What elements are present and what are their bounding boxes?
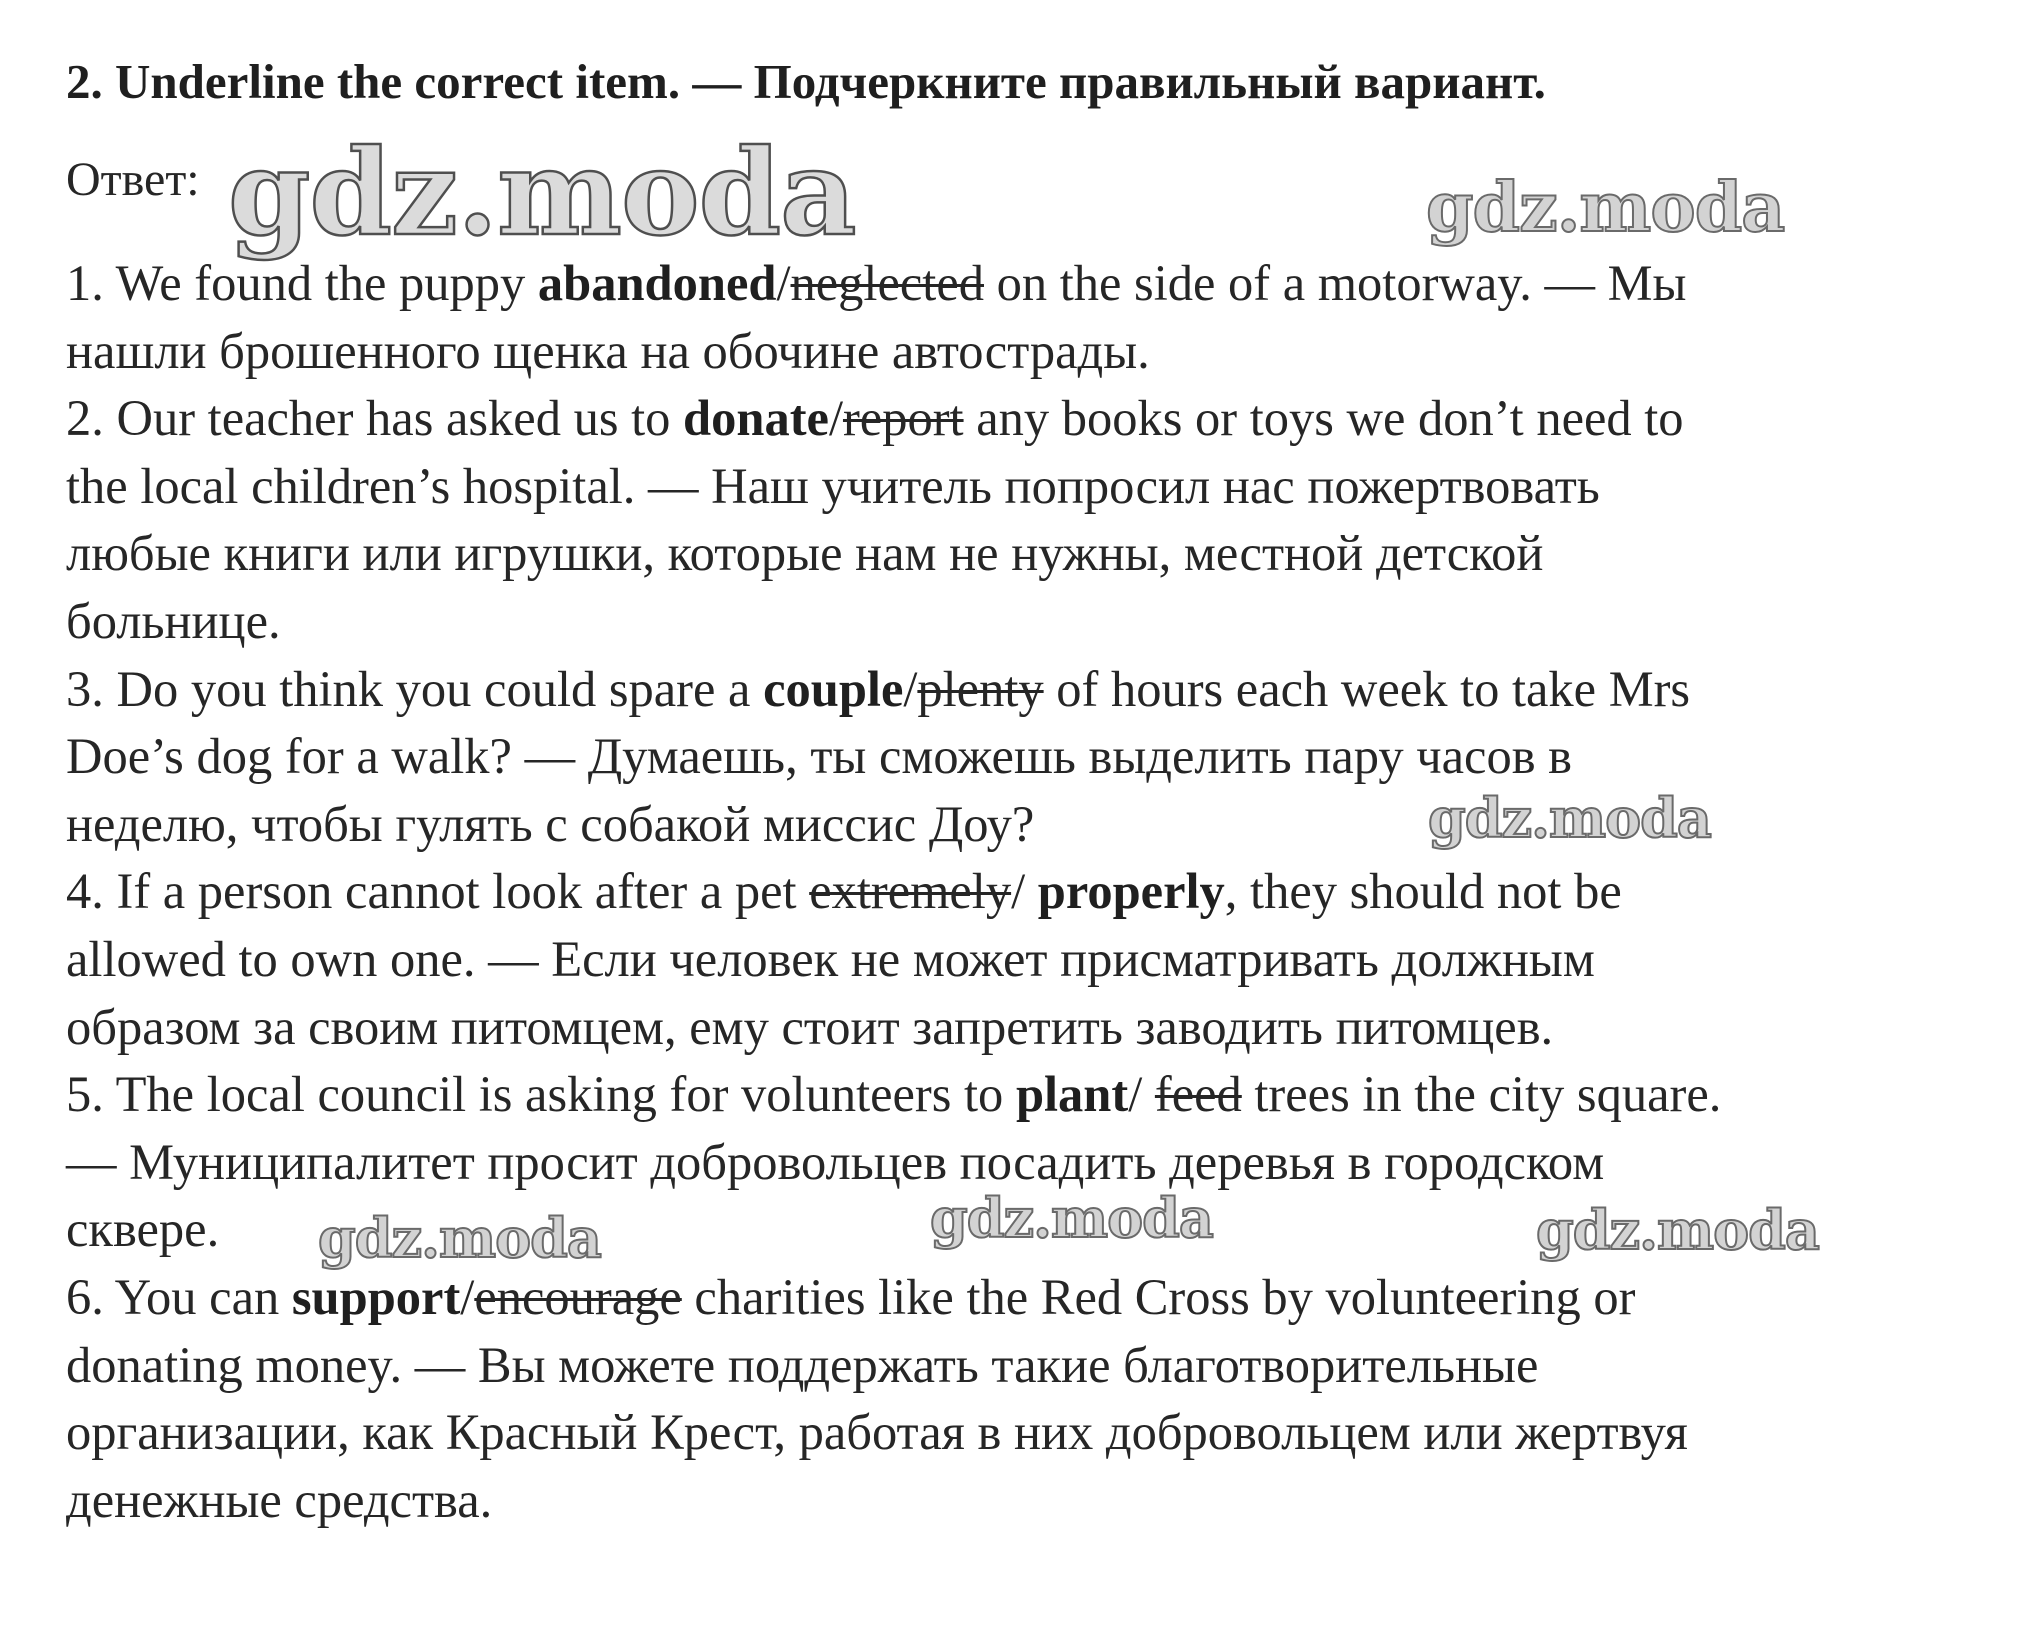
item-text: Do you think you could spare a bbox=[103, 660, 764, 717]
item-text: of hours each week to take Mrs bbox=[1043, 660, 1691, 717]
item-2-line-2: the local children’s hospital. — Наш учитель попросил нас пожертвовать bbox=[66, 457, 1600, 514]
item-text: any books or toys we don’t need to bbox=[963, 390, 1684, 447]
item-text: trees in the city square. bbox=[1241, 1066, 1722, 1123]
item-6-line-4: денежные средства. bbox=[66, 1471, 493, 1528]
option-separator: / bbox=[460, 1268, 475, 1325]
correct-option: properly bbox=[1037, 863, 1225, 920]
item-4-line-3: образом за своим питомцем, ему стоит запретить заводить питомцев. bbox=[66, 998, 1554, 1055]
item-number: 6. bbox=[66, 1268, 104, 1325]
item-6-line-3: организации, как Красный Крест, работая в них добровольцем или жертвуя bbox=[66, 1404, 1688, 1461]
item-3-line-1 bbox=[66, 656, 2016, 724]
wrong-option: neglected bbox=[790, 255, 984, 311]
item-4-line-1 bbox=[66, 858, 2016, 926]
item-6-line-1 bbox=[66, 1264, 2016, 1332]
answer-label: Ответ: bbox=[66, 153, 200, 206]
item-number: 1. bbox=[66, 255, 104, 311]
item-text: on the side of a motorway. — Мы bbox=[983, 255, 1687, 311]
exercise-title: 2. Underline the correct item. — Подчеркните правильный вариант. bbox=[66, 54, 1546, 109]
option-separator: / bbox=[1128, 1066, 1155, 1123]
watermark: gdz.moda bbox=[1536, 1198, 1819, 1262]
item-number: 4. bbox=[66, 863, 104, 920]
correct-option: couple bbox=[763, 660, 904, 717]
item-3-line-2: Doe’s dog for a walk? — Думаешь, ты сможешь выделить пару часов в bbox=[66, 728, 1573, 785]
item-5-line-1 bbox=[66, 1061, 2016, 1129]
answer-body bbox=[66, 250, 2016, 1534]
watermark: gdz.moda bbox=[1428, 786, 1711, 850]
correct-option: abandoned bbox=[537, 255, 777, 311]
item-text: We found the puppy bbox=[103, 255, 538, 311]
item-text: , they should not be bbox=[1224, 863, 1622, 920]
item-text: If a person cannot look after a pet bbox=[103, 863, 810, 920]
item-6-line-2: donating money. — Вы можете поддержать такие благотворительные bbox=[66, 1336, 1539, 1393]
item-number: 5. bbox=[66, 1066, 104, 1123]
watermark: gdz.moda bbox=[228, 123, 856, 262]
item-2-line-1 bbox=[66, 385, 2016, 453]
correct-option: plant bbox=[1015, 1066, 1129, 1123]
item-2-line-3: любые книги или игрушки, которые нам не нужны, местной детской bbox=[66, 525, 1544, 582]
item-number: 2. bbox=[66, 390, 104, 447]
watermark: gdz.moda bbox=[930, 1186, 1213, 1250]
correct-option: support bbox=[291, 1268, 461, 1325]
item-5-line-3: сквере. bbox=[66, 1201, 220, 1258]
item-text: charities like the Red Cross by volunteering or bbox=[681, 1268, 1636, 1325]
option-separator: / bbox=[776, 255, 791, 311]
item-3-line-3: неделю, чтобы гулять с собакой миссис Доу? bbox=[66, 795, 1035, 852]
option-separator: / bbox=[903, 660, 918, 717]
item-2-line-4: больнице. bbox=[66, 592, 281, 649]
wrong-option: extremely bbox=[809, 863, 1012, 920]
wrong-option: feed bbox=[1154, 1066, 1242, 1123]
wrong-option: report bbox=[842, 390, 964, 447]
correct-option: donate bbox=[683, 390, 829, 447]
item-1-line-2: нашли брошенного щенка на обочине автострады. bbox=[66, 322, 1150, 379]
wrong-option: plenty bbox=[917, 660, 1044, 717]
watermark: gdz.moda bbox=[318, 1206, 601, 1270]
item-5-line-2: — Муниципалитет просит добровольцев посадить деревья в городском bbox=[66, 1133, 1605, 1190]
option-separator: / bbox=[1011, 863, 1038, 920]
item-text: You can bbox=[103, 1268, 292, 1325]
option-separator: / bbox=[828, 390, 843, 447]
item-1-line-1 bbox=[66, 250, 2016, 318]
item-text: The local council is asking for volunteers to bbox=[103, 1066, 1016, 1123]
item-number: 3. bbox=[66, 660, 104, 717]
wrong-option: encourage bbox=[474, 1268, 682, 1325]
item-4-line-2: allowed to own one. — Если человек не может присматривать должным bbox=[66, 930, 1595, 987]
item-text: Our teacher has asked us to bbox=[103, 390, 684, 447]
watermark: gdz.moda bbox=[1426, 168, 1785, 248]
